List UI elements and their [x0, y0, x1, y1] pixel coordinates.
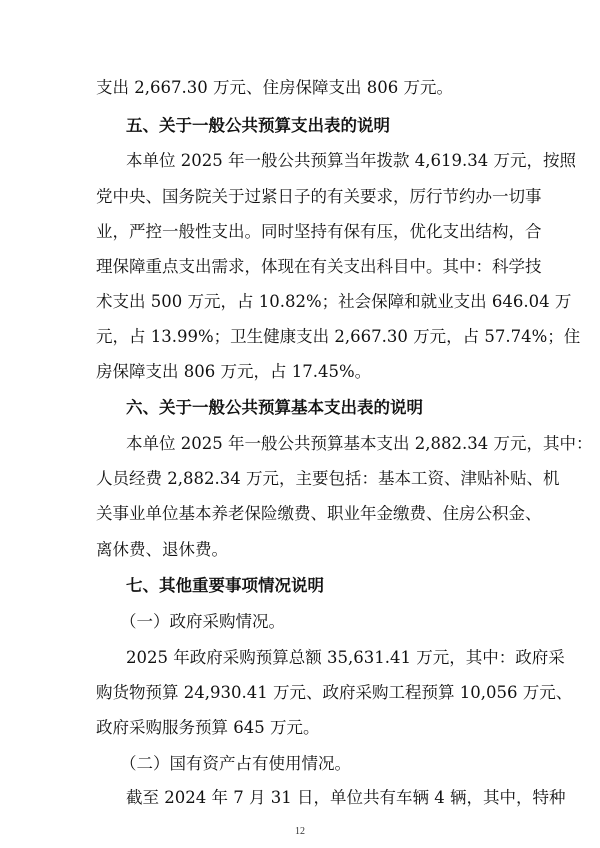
paragraph-line: 截至 2024 年 7 月 31 日，单位共有车辆 4 辆，其中，特种	[126, 788, 566, 807]
section-heading-6: 六、关于一般公共预算基本支出表的说明	[126, 398, 423, 417]
page-number: 12	[295, 826, 305, 837]
paragraph-line: 元，占 13.99%；卫生健康支出 2,667.30 万元，占 57.74%；住	[96, 327, 581, 346]
subsection-heading-2: （二）国有资产占有使用情况。	[120, 754, 351, 773]
paragraph-line: 离休费、退休费。	[96, 540, 228, 559]
paragraph-line: 理保障重点支出需求，体现在有关支出科目中。其中：科学技	[96, 257, 542, 276]
paragraph-line: 2025 年政府采购预算总额 35,631.41 万元，其中：政府采	[126, 648, 565, 667]
paragraph-line: 关事业单位基本养老保险缴费、职业年金缴费、住房公积金、	[96, 504, 542, 523]
section-heading-7: 七、其他重要事项情况说明	[126, 576, 324, 595]
paragraph-line: 本单位 2025 年一般公共预算当年拨款 4,619.34 万元，按照	[126, 151, 576, 170]
paragraph-line: 本单位 2025 年一般公共预算基本支出 2,882.34 万元，其中：	[126, 434, 593, 453]
paragraph-line: 房保障支出 806 万元，占 17.45%。	[96, 362, 372, 381]
paragraph-line: 术支出 500 万元，占 10.82%；社会保障和就业支出 646.04 万	[96, 292, 572, 311]
section-heading-5: 五、关于一般公共预算支出表的说明	[126, 116, 390, 135]
paragraph-line: 支出 2,667.30 万元、住房保障支出 806 万元。	[96, 78, 453, 97]
paragraph-line: 购货物预算 24,930.41 万元、政府采购工程预算 10,056 万元、	[96, 683, 573, 702]
subsection-heading-1: （一）政府采购情况。	[120, 612, 285, 631]
paragraph-line: 党中央、国务院关于过紧日子的有关要求，厉行节约办一切事	[96, 187, 542, 206]
paragraph-line: 政府采购服务预算 645 万元。	[96, 718, 320, 737]
paragraph-line: 人员经费 2,882.34 万元，主要包括：基本工资、津贴补贴、机	[96, 469, 560, 488]
paragraph-line: 业，严控一般性支出。同时坚持有保有压，优化支出结构，合	[96, 222, 542, 241]
